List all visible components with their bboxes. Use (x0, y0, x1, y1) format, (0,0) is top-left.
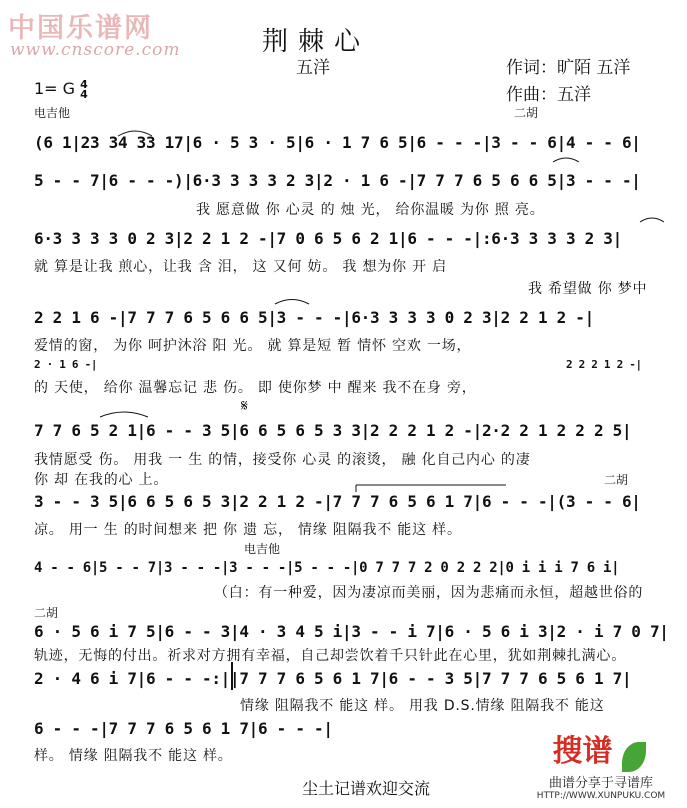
notation-line-3: 6·3 3 3 3 0 2 3|2 2 1 2 -|7 0 6 5 6 2 1|6 - - -|:6·3 3 3 3 2 3| (34, 229, 622, 248)
logo-line-1: 曲谱分享于寻谱库 (548, 775, 653, 791)
notation-line-10: 6 - - -|7 7 7 6 5 6 1 7|6 - - -| (34, 719, 333, 738)
notation-line-4c: 2 2 2 1 2 -| (566, 358, 642, 371)
notation-line-8: 6 · 5 6 i 7 5|6 - - 3|4 · 3 4 5 i|3 - - i 7|6 · 5 6 i 3|2 · i 7 0 7| (34, 622, 669, 641)
lyricist: 作词：旷陌 五洋 (506, 58, 631, 78)
lyric-line-4b: 的 天使， 给你 温馨忘记 悲 伤。 即 使你梦 中 醒来 我不在身 旁， (34, 380, 477, 396)
slur-mark (118, 131, 152, 136)
lyric-line-10: 样。 情缘 阻隔我不 能这 样。 (34, 748, 233, 764)
time-sig-top: 4 (80, 77, 88, 91)
notation-line-4: 2 2 1 6 -|7 7 7 6 5 6 6 5|3 - - -|6·3 3 3 3 0 2 3|2 2 1 2 -| (34, 308, 594, 327)
singer: 五洋 (296, 58, 330, 78)
song-title: 荆棘心 (262, 27, 371, 57)
composer: 作曲：五洋 (506, 85, 591, 105)
tie-mark (275, 300, 309, 305)
key-name: 1= G (34, 79, 76, 98)
logo-line-2: HTTP://WWW.XUNPUKU.COM (536, 790, 666, 801)
footer-note: 尘土记谱欢迎交流 (302, 779, 431, 798)
watermark-url: www.cnscore.com (10, 40, 181, 60)
lyric-line-8: 轨迹，无悔的付出。祈求对方拥有幸福，自己却尝饮着千只针此在心里，犹如荆棘扎满心。 (34, 648, 626, 664)
instrument-label-guitar-2: 电吉他 (244, 542, 281, 556)
instrument-label-erhu-2: 二胡 (604, 473, 629, 487)
tie-mark (640, 218, 664, 222)
lyric-line-5b: 你 却 在我的心 上。 (34, 472, 169, 488)
watermark-site-name: 中国乐谱网 (8, 13, 153, 44)
lyric-line-4: 爱情的窗， 为你 呵护沐浴 阳 光。 就 算是短 暂 情怀 空欢 一场， (34, 338, 472, 354)
notation-line-2: 5 - - 7|6 - - -)|6·3 3 3 3 2 3|2 · 1 6 -|7 7 7 6 5 6 6 5|3 - - -| (34, 171, 641, 190)
notation-line-4b: 2 · 1 6 -| (34, 358, 98, 371)
instrument-label-erhu-3: 二胡 (34, 606, 59, 620)
lyric-line-6: 凉。 用一 生 的时间想来 把 你 遗 忘， 情缘 阻隔我不 能这 样。 (34, 522, 462, 538)
lyric-line-2: 我 愿意做 你 心灵 的 烛 光， 给你温暖 为你 照 亮。 (196, 202, 545, 218)
lyric-line-5: 我情愿受 伤。 用我 一 生 的情，接受你 心灵 的滚烫， 融 化自己内心 的凄 (34, 452, 531, 468)
notation-line-1: (6 1|23 34 33 17|6 · 5 3 · 5|6 · 1 7 6 5|6 - - -|3 - - 6|4 - - 6| (34, 133, 641, 152)
slur-mark (100, 412, 148, 417)
logo-brand: 搜谱 (552, 734, 613, 769)
lyric-line-3b: 我 希望做 你 梦中 (528, 281, 648, 297)
lyric-line-9: 情缘 阻隔我不 能这 样。 用我 D.S.情缘 阻隔我不 能这 (240, 698, 605, 714)
notation-line-6: 3 - - 3 5|6 6 5 6 5 3|2 2 1 2 -|7 7 7 6 5 6 1 7|6 - - -|(3 - - 6| (34, 492, 641, 511)
lyric-line-3: 就 算是让我 煎心，让我 含 泪， 这 又何 妨。 我 想为你 开 启 (34, 259, 447, 275)
time-sig-bottom: 4 (80, 87, 88, 101)
notation-line-9: 2 · 4 6 i 7|6 - - -:||7 7 7 6 5 6 1 7|6 - - 3 5|7 7 7 6 5 6 1 7| (34, 669, 632, 688)
notation-line-5: 7 7 6 5 2 1|6 - - 3 5|6 6 5 6 5 3 3|2 2 2 1 2 -|2·2 2 1 2 2 2 5| (34, 421, 632, 440)
tie-mark (553, 158, 579, 162)
instrument-label-guitar: 电吉他 (34, 106, 71, 120)
instrument-label-erhu: 二胡 (514, 106, 539, 120)
spoken-line: （白：有一种爱，因为凄凉而美丽，因为悲痛而永恒，超越世俗的 (214, 585, 644, 601)
segno-mark: 𝄋 (241, 396, 248, 415)
notation-line-7: 4 - - 6|5 - - 7|3 - - -|3 - - -|5 - - -|0 7 7 7 2 0 2 2 2|0 i i i 7 6 i| (34, 560, 620, 576)
